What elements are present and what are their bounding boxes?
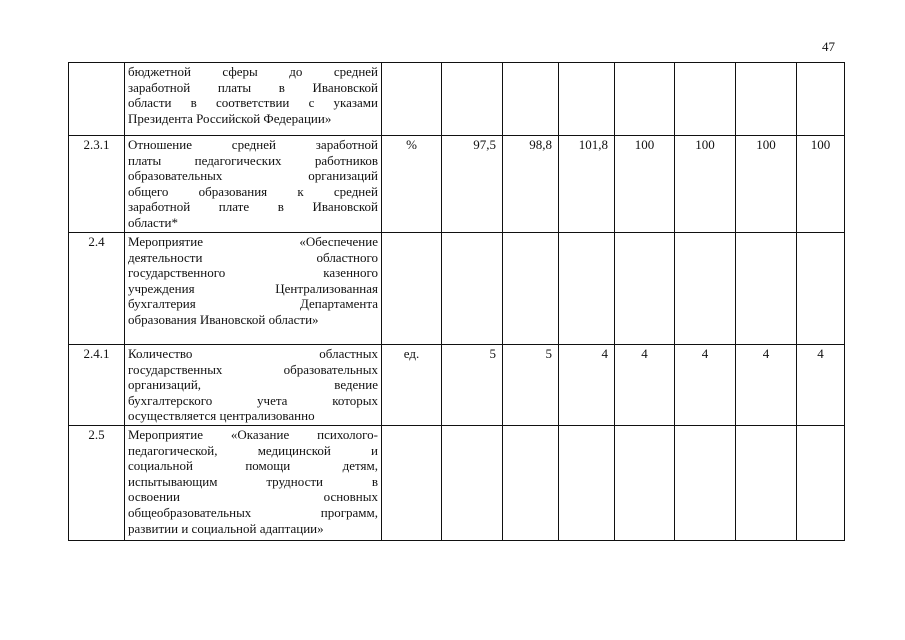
value-cell <box>559 233 615 345</box>
table-row <box>69 426 845 541</box>
description-line: государственного казенного <box>128 265 378 281</box>
value-cell: 5 <box>503 345 559 426</box>
row-unit: % <box>382 136 442 233</box>
value-cell <box>615 233 675 345</box>
row-number: 2.4 <box>69 233 125 345</box>
value-cell <box>559 426 615 541</box>
value-cell <box>442 63 503 136</box>
description-line: Отношение средней заработной <box>128 137 378 152</box>
value-cell <box>615 63 675 136</box>
value-cell <box>675 426 736 541</box>
value-cell: 4 <box>675 345 736 426</box>
description-line: Мероприятие «Оказание психолого- <box>128 427 378 442</box>
value-cell: 101,8 <box>559 136 615 233</box>
description-line: общеобразовательных программ, <box>128 504 378 520</box>
row-description <box>125 345 382 426</box>
description-line: государственных образовательных <box>128 361 378 377</box>
value-cell <box>503 63 559 136</box>
description-line: осуществляется централизованно <box>128 408 315 424</box>
row-unit <box>382 63 442 136</box>
row-number: 2.5 <box>69 426 125 541</box>
description-line: бюджетной сферы до средней <box>128 64 378 79</box>
value-cell: 4 <box>559 345 615 426</box>
table-row <box>69 63 845 136</box>
row-unit <box>382 233 442 345</box>
value-cell <box>503 426 559 541</box>
description-line: организаций, ведение <box>128 377 378 393</box>
value-cell <box>442 426 503 541</box>
value-cell: 97,5 <box>442 136 503 233</box>
description-line: учреждения Централизованная <box>128 280 378 296</box>
description-line: освоении основных <box>128 489 378 505</box>
description-line: платы педагогических работников <box>128 152 378 168</box>
description-line: заработной платы в Ивановской <box>128 79 378 95</box>
row-number: 2.3.1 <box>69 136 125 233</box>
value-cell <box>797 233 845 345</box>
row-unit <box>382 426 442 541</box>
value-cell: 4 <box>736 345 797 426</box>
value-cell: 100 <box>736 136 797 233</box>
description-line: деятельности областного <box>128 249 378 265</box>
description-line: области в соответствии с указами <box>128 95 378 111</box>
description-line: области* <box>128 214 178 230</box>
value-cell <box>736 233 797 345</box>
value-cell: 4 <box>615 345 675 426</box>
description-line: бухгалтерского учета которых <box>128 392 378 408</box>
value-cell <box>797 426 845 541</box>
description-line: заработной плате в Ивановской <box>128 199 378 215</box>
description-line: образования Ивановской области» <box>128 311 319 327</box>
row-number <box>69 63 125 136</box>
row-number: 2.4.1 <box>69 345 125 426</box>
description-line: развитии и социальной адаптации» <box>128 520 324 536</box>
value-cell <box>736 63 797 136</box>
row-description <box>125 233 382 345</box>
value-cell <box>559 63 615 136</box>
value-cell: 4 <box>797 345 845 426</box>
value-cell <box>442 233 503 345</box>
table-row <box>69 345 845 426</box>
table-row <box>69 136 845 233</box>
value-cell <box>675 233 736 345</box>
row-description <box>125 136 382 233</box>
value-cell <box>675 63 736 136</box>
page-number: 47 <box>822 39 835 54</box>
description-line: бухгалтерия Департамента <box>128 296 378 312</box>
value-cell <box>797 63 845 136</box>
value-cell <box>615 426 675 541</box>
value-cell <box>503 233 559 345</box>
value-cell <box>736 426 797 541</box>
description-line: Мероприятие «Обеспечение <box>128 234 378 249</box>
description-line: испытывающим трудности в <box>128 473 378 489</box>
value-cell: 98,8 <box>503 136 559 233</box>
description-line: педагогической, медицинской и <box>128 442 378 458</box>
table-row <box>69 233 845 345</box>
value-cell: 5 <box>442 345 503 426</box>
value-cell: 100 <box>797 136 845 233</box>
description-line: общего образования к средней <box>128 183 378 199</box>
description-line: социальной помощи детям, <box>128 458 378 474</box>
indicators-table <box>68 62 845 541</box>
value-cell: 100 <box>675 136 736 233</box>
value-cell: 100 <box>615 136 675 233</box>
description-line: Президента Российской Федерации» <box>128 110 332 126</box>
row-description <box>125 426 382 541</box>
row-description <box>125 63 382 136</box>
row-unit: ед. <box>382 345 442 426</box>
description-line: Количество областных <box>128 346 378 361</box>
description-line: образовательных организаций <box>128 168 378 184</box>
